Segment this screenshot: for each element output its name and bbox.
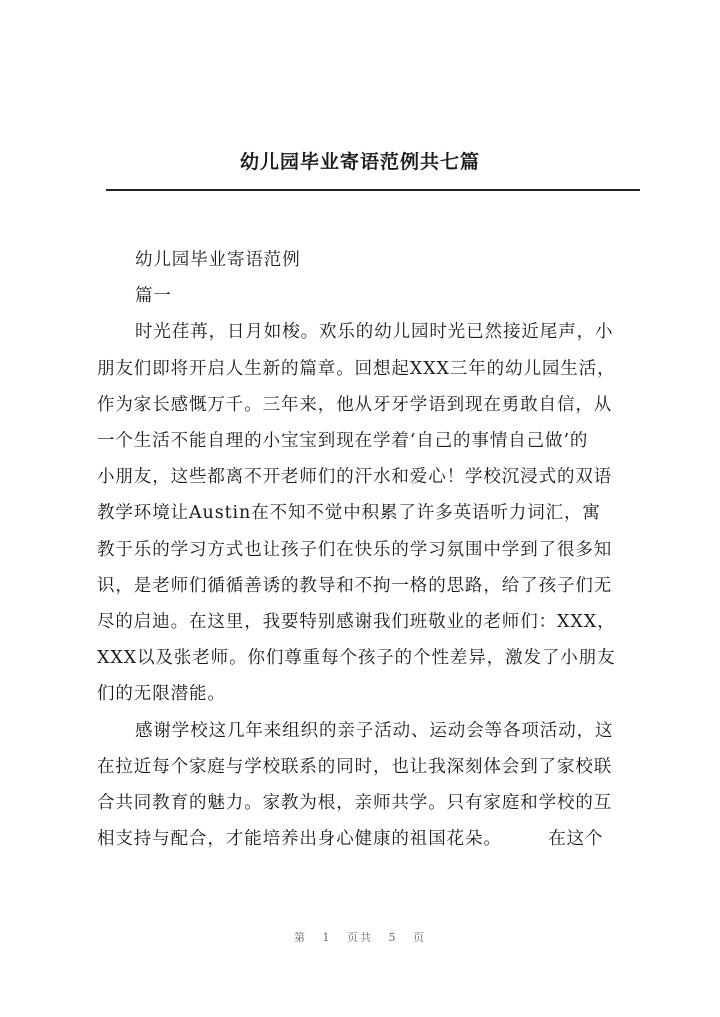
paragraph-line: 一个生活不能自理的小宝宝到现在学着‘自己的事情自己做’的 <box>97 431 589 452</box>
paragraph-line: 合共同教育的魅力。家教为根，亲师共学。只有家庭和学校的互 <box>97 793 613 814</box>
subtitle: 幼儿园毕业寄语范例 <box>135 250 301 270</box>
paragraph-line: 时光荏苒，日月如梭。欢乐的幼儿园时光已然接近尾声，小 <box>135 322 614 343</box>
paragraph-line: 相支持与配合，才能培养出身心健康的祖国花朵。 在这个 <box>97 829 604 850</box>
paragraph-line: 感谢学校这几年来组织的亲子活动、运动会等各项活动，这 <box>135 720 614 741</box>
document-title: 幼儿园毕业寄语范例共七篇 <box>239 151 480 173</box>
page-total: 5 <box>388 931 398 944</box>
section-heading: 篇一 <box>135 286 172 307</box>
title-divider <box>106 189 640 191</box>
paragraph-2 <box>97 713 635 858</box>
page-label-middle: 页共 <box>347 931 373 944</box>
page-label-prefix: 第 <box>294 931 307 944</box>
paragraph-line: 在拉近每个家庭与学校联系的同时，也让我深刻体会到了家校联 <box>97 756 613 777</box>
paragraph-line: 教学环境让Austin在不知不觉中积累了许多英语听力词汇，寓 <box>97 503 601 524</box>
paragraph-line: 识，是老师们循循善诱的教导和不拘一格的思路，给了孩子们无 <box>97 575 613 596</box>
paragraph-line: 朋友们即将开启人生新的篇章。回想起XXX三年的幼儿园生活， <box>97 358 616 379</box>
paragraph-line: XXX以及张老师。你们尊重每个孩子的个性差异，激发了小朋友 <box>97 648 616 669</box>
paragraph-line: 们的无限潜能。 <box>97 684 226 705</box>
document-body <box>97 242 635 857</box>
page-label-suffix: 页 <box>413 931 426 944</box>
paragraph-line: 教于乐的学习方式也让孩子们在快乐的学习氛围中学到了很多知 <box>97 539 613 560</box>
paragraph-1 <box>97 314 635 712</box>
paragraph-line: 小朋友，这些都离不开老师们的汗水和爱心！学校沉浸式的双语 <box>97 467 613 488</box>
paragraph-line: 尽的启迪。在这里，我要特别感谢我们班敬业的老师们：XXX， <box>97 612 616 633</box>
page-current: 1 <box>322 931 332 944</box>
page-footer <box>0 929 720 945</box>
paragraph-line: 作为家长感慨万千。三年来，他从牙牙学语到现在勇敢自信，从 <box>97 394 613 415</box>
